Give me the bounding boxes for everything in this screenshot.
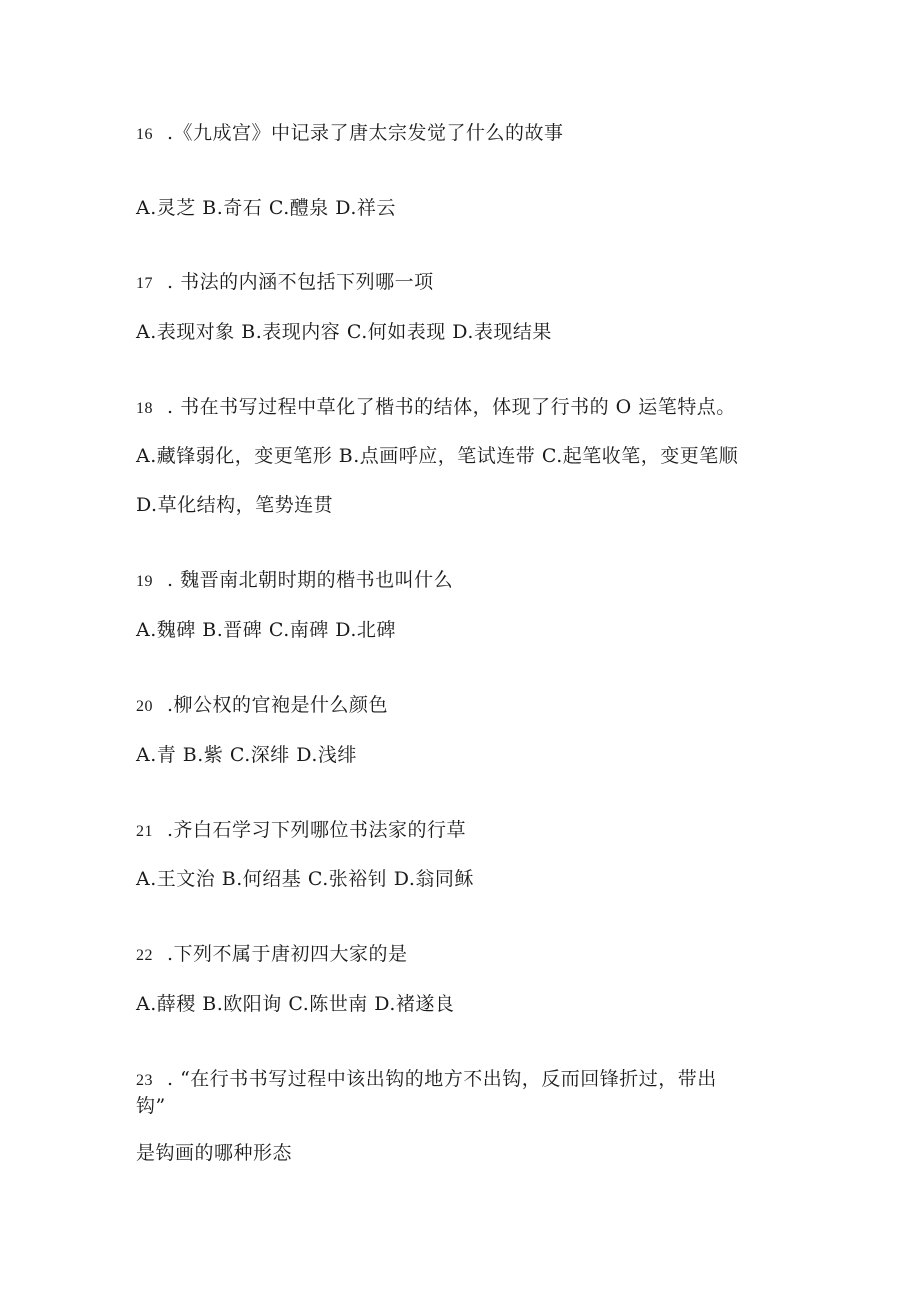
question-text: 钩” [136,1095,166,1117]
options-text: A.藏锋弱化，变更笔形 B.点画呼应，笔试连带 C.起笔收笔，变更笔顺 [136,445,739,467]
question-number: 23 [136,1072,153,1089]
question-number: 16 [136,126,153,143]
question-text: .《九成宫》中记录了唐太宗发觉了什么的故事 [167,122,564,144]
question-17-options [136,319,552,345]
question-18 [136,394,736,422]
question-22 [136,941,408,969]
question-text: . “在行书书写过程中该出钩的地方不出钩，反而回锋折过，带出 [167,1068,717,1090]
question-16 [136,120,564,148]
question-text: . 魏晋南北朝时期的楷书也叫什么 [167,569,454,591]
question-text: .齐白石学习下列哪位书法家的行草 [167,819,467,841]
question-text: .柳公权的官袍是什么颜色 [167,694,389,716]
question-20-options [136,742,357,768]
options-text: A.青 B.紫 C.深绯 D.浅绯 [136,744,357,766]
question-number: 19 [136,573,153,590]
question-text: . 书法的内涵不包括下列哪一项 [167,271,434,293]
question-19-options [136,617,396,643]
question-21-options [136,866,474,892]
question-text: 是钩画的哪种形态 [136,1142,293,1164]
question-22-options [136,991,454,1017]
question-text: . 书在书写过程中草化了楷书的结体，体现了行书的 O 运笔特点。 [167,396,736,418]
question-number: 18 [136,400,153,417]
question-20 [136,692,388,720]
question-19 [136,567,453,595]
options-text: A.魏碑 B.晋碑 C.南碑 D.北碑 [136,619,396,641]
question-23-continued [136,1093,166,1119]
question-23-continued-2 [136,1140,292,1166]
question-number: 21 [136,823,153,840]
question-text: .下列不属于唐初四大家的是 [167,943,408,965]
options-text: A.灵芝 B.奇石 C.醴泉 D.祥云 [136,197,396,219]
options-text: A.薛稷 B.欧阳询 C.陈世南 D.褚遂良 [136,993,455,1015]
question-16-options [136,195,396,221]
options-text: A.王文治 B.何绍基 C.张裕钊 D.翁同稣 [136,868,474,890]
question-18-options-continued [136,492,333,518]
question-23 [136,1066,717,1094]
question-18-options [136,443,738,469]
question-17 [136,269,434,297]
question-21 [136,817,466,845]
options-text: A.表现对象 B.表现内容 C.何如表现 D.表现结果 [136,321,552,343]
question-number: 20 [136,698,153,715]
question-number: 17 [136,275,153,292]
question-number: 22 [136,947,153,964]
options-text: D.草化结构，笔势连贯 [136,494,334,516]
